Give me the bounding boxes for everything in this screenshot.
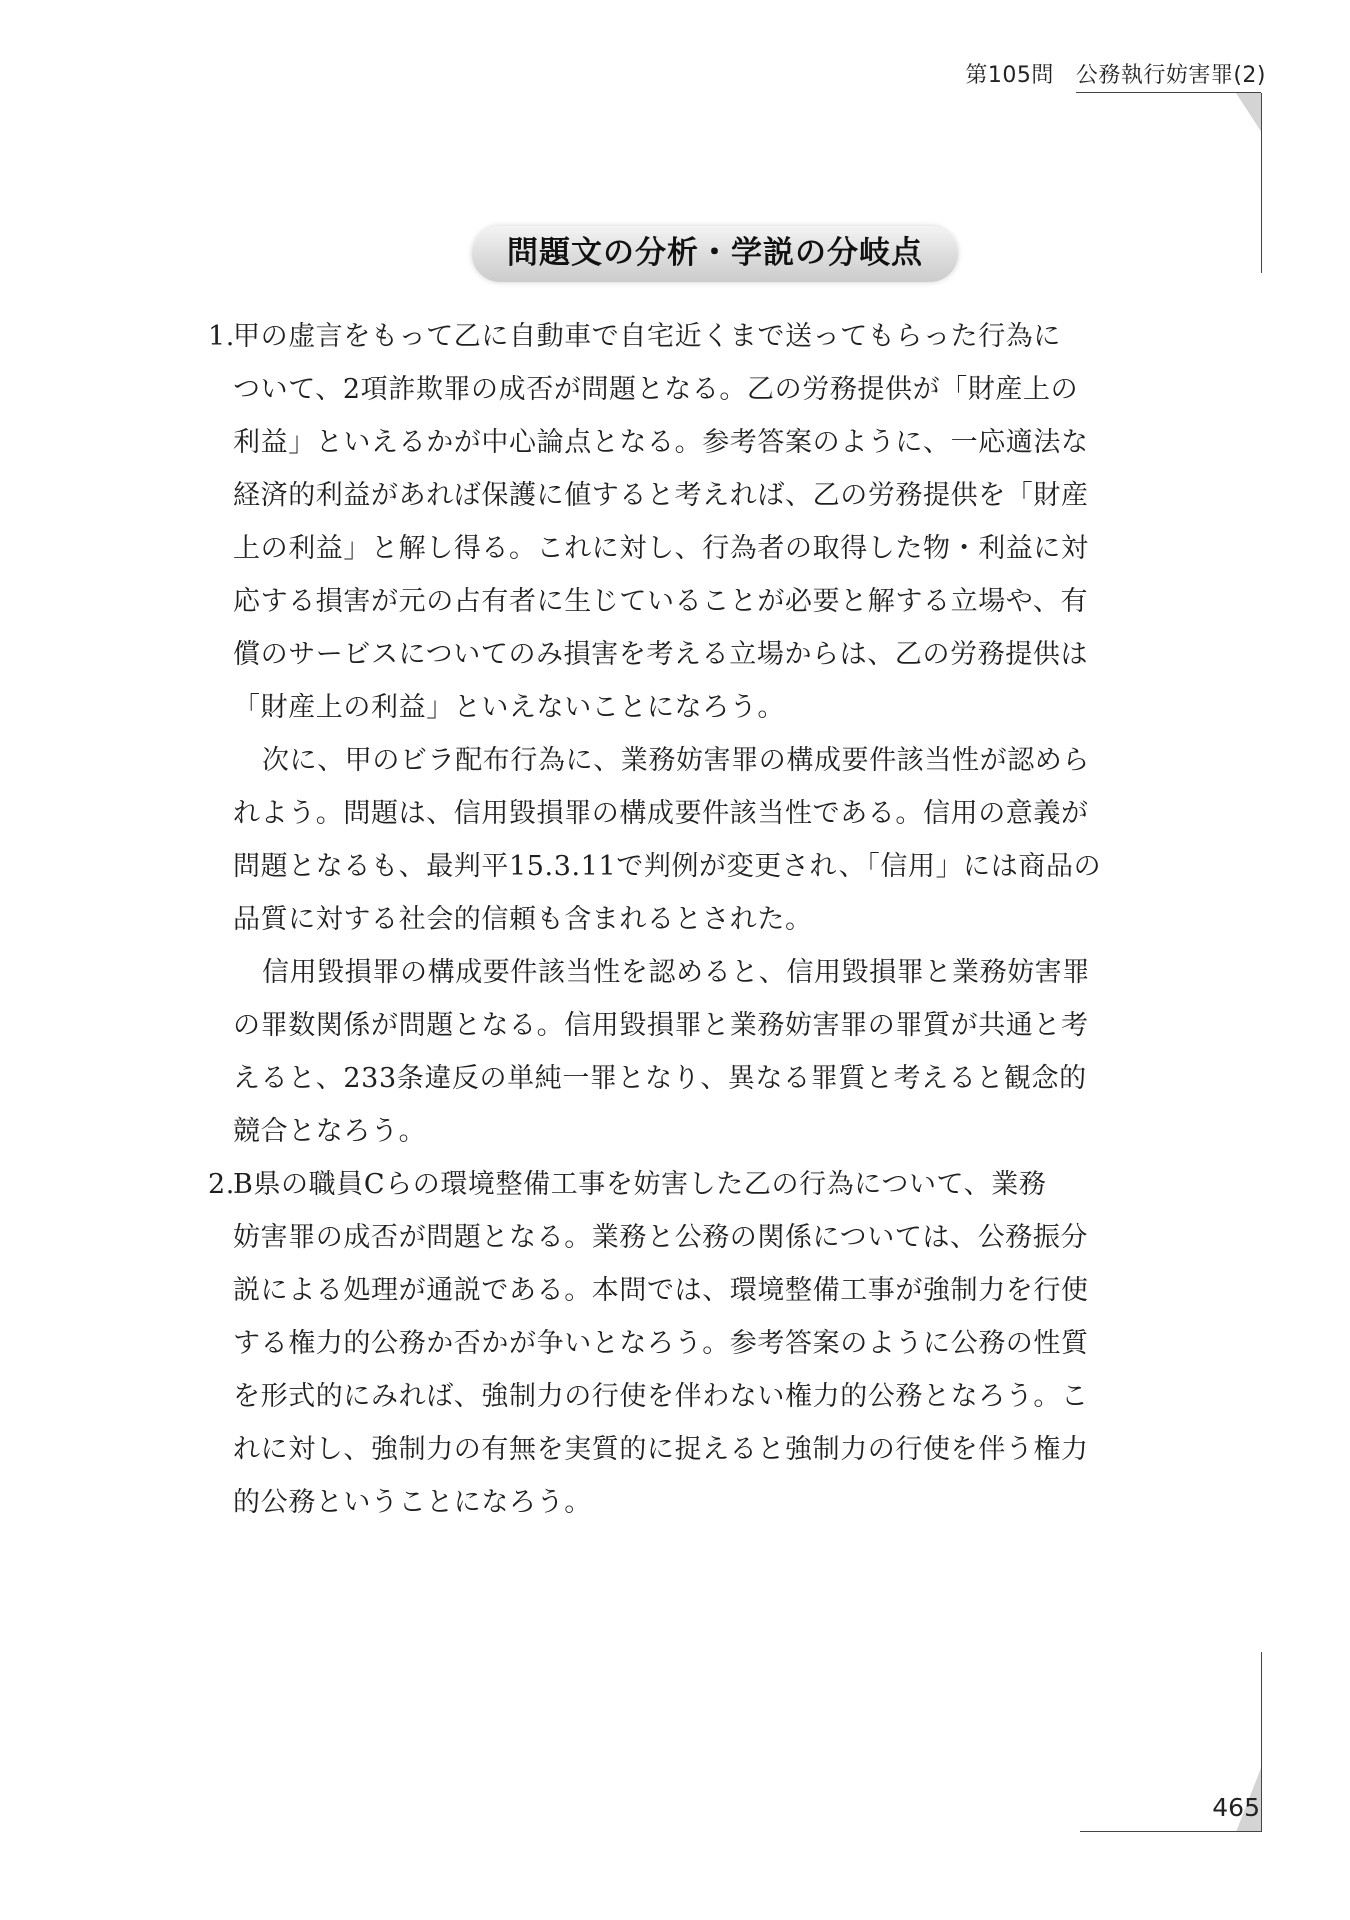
paragraph-line: を形式的にみれば、強制力の行使を伴わない権力的公務となろう。こ — [233, 1381, 1089, 1412]
paragraph-line: 経済的利益があれば保護に値すると考えれば、乙の労務提供を「財産 — [233, 480, 1089, 511]
page-number: 465 — [1212, 1793, 1260, 1822]
problem-number: 第105問 — [965, 63, 1054, 88]
paragraph-line: の罪数関係が問題となる。信用毀損罪と業務妨害罪の罪質が共通と考 — [233, 1010, 1089, 1041]
line-text: B県の職員Cらの環境整備工事を妨害した乙の行為について、業務 — [233, 1169, 1047, 1200]
paragraph-line: 説による処理が通説である。本問では、環境整備工事が強制力を行使 — [233, 1275, 1089, 1306]
header-corner-decoration — [1236, 93, 1262, 133]
paragraph-line: 問題となるも、最判平15.3.11で判例が変更され、「信用」には商品の — [233, 851, 1102, 882]
paragraph-line: 信用毀損罪の構成要件該当性を認めると、信用毀損罪と業務妨害罪 — [262, 957, 1090, 988]
paragraph-line: 利益」といえるかが中心論点となる。参考答案のように、一応適法な — [233, 427, 1089, 458]
paragraph-line: 品質に対する社会的信頼も含まれるとされた。 — [233, 904, 813, 935]
paragraph-line: れに対し、強制力の有無を実質的に捉えると強制力の行使を伴う権力 — [233, 1434, 1089, 1465]
running-header — [965, 58, 1266, 89]
paragraph-line — [208, 310, 1238, 363]
body-text — [208, 310, 1238, 1529]
paragraph-line: れよう。問題は、信用毀損罪の構成要件該当性である。信用の意義が — [233, 798, 1089, 829]
paragraph-line: ついて、2項詐欺罪の成否が問題となる。乙の労務提供が「財産上の — [233, 374, 1079, 405]
header-rule — [1076, 92, 1261, 93]
paragraph-line: 次に、甲のビラ配布行為に、業務妨害罪の構成要件該当性が認めら — [262, 745, 1090, 776]
section-heading: 問題文の分析・学説の分岐点 — [507, 235, 923, 271]
paragraph-line: 応する損害が元の占有者に生じていることが必要と解する立場や、有 — [233, 586, 1089, 617]
paragraph-line — [208, 1158, 1238, 1211]
paragraph-number: 1. — [208, 321, 235, 352]
chapter-title: 公務執行妨害罪(2) — [1075, 63, 1266, 88]
paragraph-line: 上の利益」と解し得る。これに対し、行為者の取得した物・利益に対 — [233, 533, 1089, 564]
paragraph-line: えると、233条違反の単純一罪となり、異なる罪質と考えると観念的 — [233, 1063, 1087, 1094]
footer-vertical-rule — [1261, 1652, 1262, 1832]
paragraph-line: 競合となろう。 — [233, 1116, 427, 1147]
header-vertical-rule — [1261, 93, 1262, 273]
paragraph-line: 的公務ということになろう。 — [233, 1487, 592, 1518]
paragraph-line: 償のサービスについてのみ損害を考える立場からは、乙の労務提供は — [233, 639, 1089, 670]
paragraph-line: する権力的公務か否かが争いとなろう。参考答案のように公務の性質 — [233, 1328, 1089, 1359]
footer-rule — [1080, 1831, 1262, 1832]
paragraph-number: 2. — [208, 1169, 235, 1200]
paragraph-line: 妨害罪の成否が問題となる。業務と公務の関係については、公務振分 — [233, 1222, 1089, 1253]
paragraph-line: 「財産上の利益」といえないことになろう。 — [233, 692, 785, 723]
line-text: 甲の虚言をもって乙に自動車で自宅近くまで送ってもらった行為に — [233, 321, 1061, 352]
